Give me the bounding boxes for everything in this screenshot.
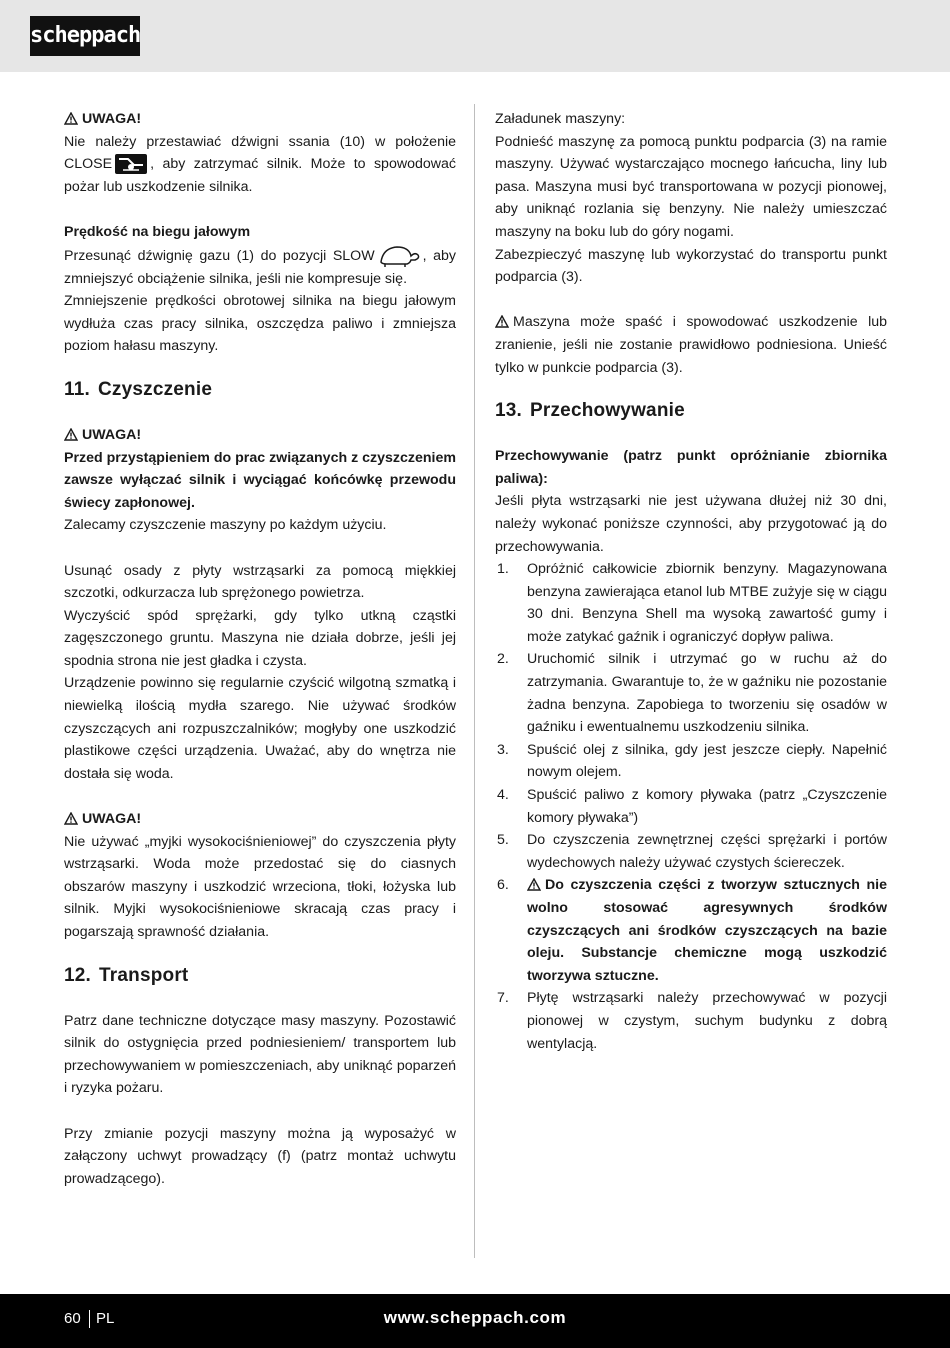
idle-speed-part1: Przesunąć dźwignię gazu (1) do pozycji SLOW <box>64 247 375 264</box>
cleaning-para3: Urządzenie powinno się regularnie czyścić wilgotną szmatką i niewielką ilością mydła szarego. Nie używać środków czyszczących ani rozpuszczalników; mogłyby one uszkodzić plastikowe części urządzenia. Uważać, aby do wnętrza nie dostała się woda. <box>64 675 456 782</box>
list-item <box>495 784 887 829</box>
list-item <box>495 987 887 1055</box>
step-number: 4. <box>497 787 509 804</box>
warning-title: UWAGA! <box>82 811 142 828</box>
idle-speed-heading: Prędkość na biegu jałowym <box>64 223 251 240</box>
step-number: 1. <box>497 561 509 578</box>
step-text: Do czyszczenia zewnętrznej części sprężarki i portów wydechowych należy używać czystych ściereczek. <box>527 832 887 871</box>
cleaning-para2: Wyczyścić spód sprężarki, gdy tylko utkną cząstki zagęszczonego gruntu. Maszyna nie działa dobrze, jeśli jej spodnia strona nie jest gładka i czysta. <box>64 607 456 669</box>
step-text: Spuścić olej z silnika, gdy jest jeszcze ciepły. Napełnić nowym olejem. <box>527 741 887 781</box>
storage-intro: Jeśli płyta wstrząsarki nie jest używana dłużej niż 30 dni, należy wykonać poniższe czynności, aby przygotować ją do przechowywania. <box>495 493 887 555</box>
page-header <box>0 0 950 72</box>
warning-triangle-icon <box>527 878 541 891</box>
section-11-heading <box>64 378 456 402</box>
warning-heading-3 <box>64 808 456 831</box>
choke-warning-part1: Nie należy przestawiać dźwigni ssania (10) w położenie CLOSE <box>64 133 456 173</box>
idle-speed-para2: Zmniejszenie prędkości obrotowej silnika na biegu jałowym wydłuża czas pracy silnika, oszczędza paliwo i zmniejsza poziom hałasu maszyny. <box>64 293 456 355</box>
section-12-title: Transport <box>99 964 189 986</box>
section-12-heading <box>64 964 456 988</box>
list-item <box>495 558 887 648</box>
list-item <box>495 829 887 874</box>
step-number: 7. <box>497 990 509 1007</box>
left-column <box>64 108 456 1190</box>
cleaning-warning-bold: Przed przystąpieniem do prac związanych z czyszczeniem zawsze wyłączać silnik i wyciągać końcówkę przewodu świecy zapłonowej. <box>64 449 456 511</box>
pressure-washer-warning: Nie używać „myjki wysokociśnieniowej” do czyszczenia płyty wstrząsarki. Woda może przedostać się do ciasnych obszarów maszyny i uszkodzić wrzeciona, tłoki, łożyska lub silnik. Myjki wysokociśnieniowe skracają czas pracy i pogarszają sprawność działania. <box>64 833 456 940</box>
language-code: PL <box>96 1310 115 1327</box>
step-text: Spuścić paliwo z komory pływaka (patrz „Czyszczenie komory pływaka”) <box>527 787 887 826</box>
scheppach-logo: scheppach <box>30 16 140 56</box>
warning-heading-2 <box>64 424 456 447</box>
list-item <box>495 874 887 987</box>
storage-steps <box>495 558 887 1055</box>
warning-triangle-icon <box>64 112 78 125</box>
turtle-slow-icon <box>377 244 421 268</box>
step-text: Opróżnić całkowicie zbiornik benzyny. Magazynowana benzyna zawierająca etanol lub MTBE zużyje się w ciągu 30 dni. Benzyna Shell ma wysoką zawartość gumy i może zatykać gaźnik i ograniczyć dopływ paliwa. <box>527 561 887 645</box>
website-link[interactable]: www.scheppach.com <box>383 1308 567 1327</box>
transport-para1: Patrz dane techniczne dotyczące masy maszyny. Pozostawić silnik do ostygnięcia przed podniesieniem/ transportem lub przechowywaniem w pomieszczeniach, aby uniknąć poparzeń i ryzyka pożaru. <box>64 1012 456 1097</box>
section-11-number: 11. <box>64 378 90 400</box>
step-number: 6. <box>497 877 509 894</box>
warning-triangle-icon <box>64 812 78 825</box>
section-13-heading <box>495 399 887 423</box>
loading-para2: Zabezpieczyć maszynę lub wykorzystać do transportu punkt podparcia (3). <box>495 246 887 286</box>
step-number: 5. <box>497 832 509 849</box>
choke-warning-text <box>64 131 456 199</box>
choke-close-icon <box>114 153 148 175</box>
step-text: Uruchomić silnik i utrzymać go w ruchu aż do zatrzymania. Gwarantuje to, że w gaźniku nie pozostanie żadna benzyna. Zapobiega to tworzeniu się osadów w gaźniku i ewentualnemu uszkodzeniu silnika. <box>527 651 887 736</box>
section-12-number: 12. <box>64 964 92 986</box>
right-column <box>495 108 887 1055</box>
warning-triangle-icon <box>495 315 509 328</box>
idle-speed-part2: , aby zmniejszyć obciążenie silnika, jeśli nie kompresuje się. <box>64 247 456 287</box>
idle-speed-text <box>64 244 456 291</box>
section-11-title: Czyszczenie <box>97 378 213 400</box>
step-text: Płytę wstrząsarki należy przechowywać w pozycji pionowej w czystym, suchym budynku z dobrą wentylacją. <box>527 990 887 1052</box>
transport-para2: Przy zmianie pozycji maszyny można ją wyposażyć w załączony uchwyt prowadzący (f) (patrz montaż uchwytu prowadzącego). <box>64 1125 456 1187</box>
warning-triangle-icon <box>64 428 78 441</box>
step-number: 2. <box>497 651 509 668</box>
warning-heading <box>64 108 456 131</box>
loading-para1: Podnieść maszynę za pomocą punktu podparcia (3) na ramie maszyny. Używać wystarczająco mocnego łańcucha, liny lub pasa. Maszyna musi być transportowana w pozycji pionowej, aby uniknąć rozlania się benzyny. Nie należy umieszczać maszyny na boku lub do góry nogami. <box>495 133 887 240</box>
list-item <box>495 739 887 784</box>
page-number: 60 <box>64 1310 81 1327</box>
loading-warning <box>495 311 887 379</box>
cleaning-recommend: Zalecamy czyszczenie maszyny po każdym użyciu. <box>64 517 387 534</box>
loading-heading: Załadunek maszyny: <box>495 111 626 127</box>
storage-subtitle: Przechowywanie (patrz punkt opróżnianie zbiornika paliwa): <box>495 448 887 487</box>
section-13-number: 13. <box>495 400 523 422</box>
page-footer <box>0 1294 950 1348</box>
loading-warning-text: Maszyna może spaść i spowodować uszkodzenie lub zranienie, jeśli nie zostanie prawidłowo podniesiona. Unieść tylko w punkcie podparcia (3). <box>495 314 887 376</box>
list-item <box>495 648 887 738</box>
warning-title: UWAGA! <box>82 426 142 443</box>
section-13-title: Przechowywanie <box>530 400 685 422</box>
cleaning-para1: Usunąć osady z płyty wstrząsarki za pomocą miękkiej szczotki, odkurzacza lub sprężonego powietrza. <box>64 562 456 602</box>
step-text: Do czyszczenia części z tworzyw sztucznych nie wolno stosować agresywnych środków czyszczących ani środków czyszczących na bazie oleju. Substancje chemiczne mogą uszkodzić tworzywa sztuczne. <box>527 877 887 984</box>
choke-warning-part2: , aby zatrzymać silnik. Może to spowodować pożar lub uszkodzenie silnika. <box>64 156 456 195</box>
warning-title: UWAGA! <box>82 111 142 127</box>
column-divider <box>474 104 475 1258</box>
step-number: 3. <box>497 741 509 758</box>
